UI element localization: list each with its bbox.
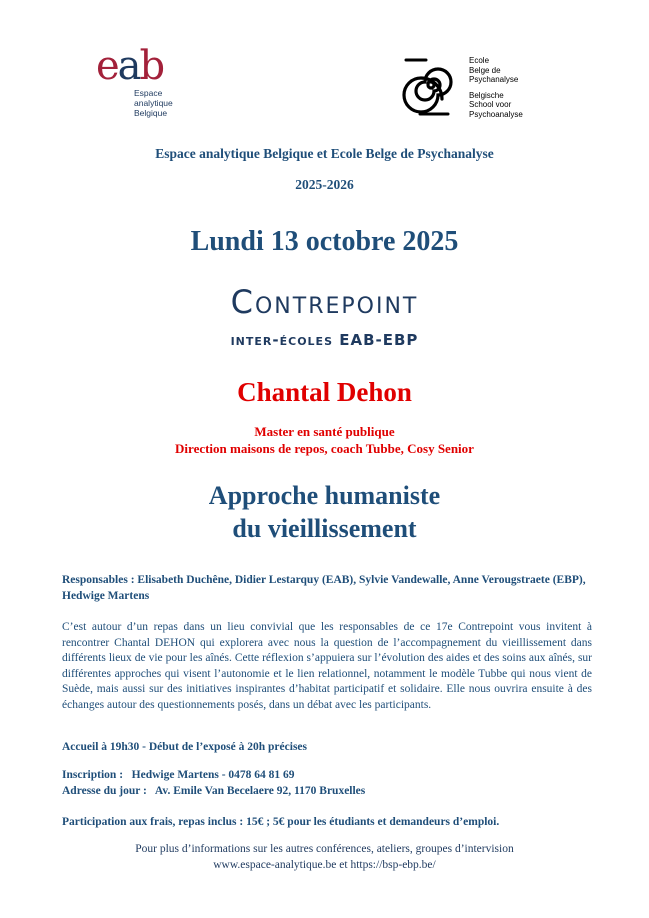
series-title: Contrepoint xyxy=(230,283,419,321)
ebp-logo-text xyxy=(469,56,523,119)
eab-letter-b: b xyxy=(139,43,164,89)
schedule-text: Accueil à 19h30 - Début de l’exposé à 20h précises xyxy=(62,741,307,753)
address-label: Adresse du jour : xyxy=(62,785,147,797)
footer-links: www.espace-analytique.be et https://bsp-ebp.be/ xyxy=(213,858,436,871)
eab-logo-word xyxy=(96,44,163,88)
series-subtitle: inter-écoles EAB-EBP xyxy=(230,331,419,349)
inscription-label: Inscription : xyxy=(62,769,124,781)
eab-letter-a: a xyxy=(117,43,140,89)
eab-line: Belgique xyxy=(134,108,168,118)
spiral-icon xyxy=(400,52,462,118)
ebp-line: Psychoanalyse xyxy=(469,109,523,119)
address-line xyxy=(62,784,592,800)
speaker-name: Chantal Dehon xyxy=(237,377,412,407)
inscription-value: Hedwige Martens - 0478 64 81 69 xyxy=(131,769,295,781)
eab-line: analytique xyxy=(134,98,173,108)
season-heading: 2025-2026 xyxy=(295,177,354,192)
eab-line: Espace xyxy=(134,88,163,98)
description-text: C’est autour d’un repas dans un lieu convivial que les responsables de ce 17e Contrepoint vous invitent à rencontrer Chantal DEHON qui explorera avec nous la question de l’accompagnement du vieillissement dans différents lieux de vie pour les aînés. Cette réflexion s’appuiera sur l’évolution des aides et des soins aux aînés, sur différentes approches qui visent l’autonomie et le lien relationnel, notamment le modèle Tubbe qui nous vient de Suède, mais aussi sur des initiatives inspirantes d’habitat participatif et solidaire. Elle nous ouvrira ensuite à des échanges autour des questionnements posés, dans un débat avec les participants. xyxy=(62,621,592,711)
ebp-logo xyxy=(400,52,560,122)
speaker-role: Master en santé publique xyxy=(254,424,395,439)
event-date: Lundi 13 octobre 2025 xyxy=(190,226,459,257)
eab-logo-text xyxy=(134,88,173,118)
eab-logo xyxy=(96,43,196,122)
speaker-role: Direction maisons de repos, coach Tubbe, Cosy Senior xyxy=(175,441,474,456)
ebp-line: Belgische xyxy=(469,90,504,100)
eab-letter-e: e xyxy=(96,43,118,89)
address-value: Av. Emile Van Becelaere 92, 1170 Bruxelles xyxy=(154,785,366,797)
footer-line: Pour plus d’informations sur les autres conférences, ateliers, groupes d’intervision xyxy=(135,843,514,855)
footer-info xyxy=(0,842,649,873)
ebp-line: School voor xyxy=(469,100,512,109)
talk-title: du vieillissement xyxy=(232,514,417,543)
ebp-line: Belge de xyxy=(469,65,501,75)
ebp-line: Ecole xyxy=(469,56,490,65)
inscription-line xyxy=(62,768,592,784)
participation-text: Participation aux frais, repas inclus : 15€ ; 5€ pour les étudiants et demandeurs d’emploi. xyxy=(62,816,500,828)
ebp-line: Psychanalyse xyxy=(469,75,519,84)
responsables-text: Responsables : Elisabeth Duchêne, Didier Lestarquy (EAB), Sylvie Vandewalle, Anne Verougstraete (EBP), Hedwige Martens xyxy=(62,574,586,602)
talk-title: Approche humaniste xyxy=(208,481,441,510)
organizations-heading: Espace analytique Belgique et Ecole Belge de Psychanalyse xyxy=(155,146,494,161)
